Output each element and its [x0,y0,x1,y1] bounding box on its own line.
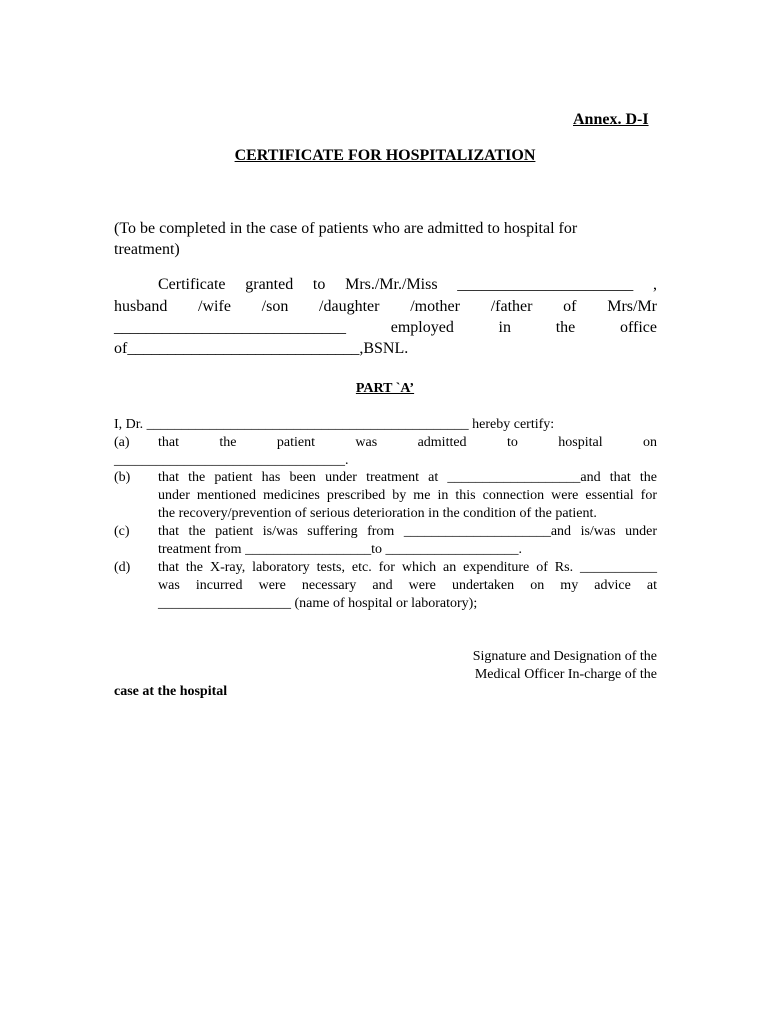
item-d-line-1: that the X-ray, laboratory tests, etc. for which an expenditure of Rs. ___________ [158,560,657,575]
item-b-line-3: the recovery/prevention of serious deterioration in the condition of the patient. [158,506,597,521]
certify-line: I, Dr. ______________________________________________ hereby certify: [114,417,555,432]
signature-line-2: Medical Officer In-charge of the [474,667,657,682]
signature-line-1: Signature and Designation of the [472,649,657,664]
item-d-label: (d) [114,560,131,575]
item-d-line-3: ___________________ (name of hospital or laboratory); [158,596,478,611]
item-a-line-2: _________________________________. [114,453,349,468]
item-a-line-1: that the patient was admitted to hospital on [158,435,657,450]
grant-line-3: _____________________________ employed in the office [114,319,657,336]
intro-line-1: (To be completed in the case of patients who are admitted to hospital for [114,220,578,237]
item-b-line-1: that the patient has been under treatment at ___________________and that the [158,470,657,485]
intro-line-2: treatment) [114,241,180,258]
item-a-label: (a) [114,435,130,450]
item-b-line-2: under mentioned medicines prescribed by me in this connection were essential for [158,488,657,503]
item-c-line-1: that the patient is/was suffering from _____________________and is/was under [158,524,657,539]
part-a-heading: PART `A’ [355,381,415,396]
item-b-label: (b) [114,470,131,485]
item-d-line-2: was incurred were necessary and were undertaken on my advice at [158,578,657,593]
annex-label: Annex. D-I [573,111,649,128]
item-c-label: (c) [114,524,130,539]
item-c-line-2: treatment from __________________to ___________________. [158,542,522,557]
grant-line-1: Certificate granted to Mrs./Mr./Miss ______________________ , [158,276,657,293]
case-at-hospital-label: case at the hospital [114,684,228,699]
grant-line-4: of_____________________________,BSNL. [114,340,409,357]
grant-line-2: husband /wife /son /daughter /mother /father of Mrs/Mr [114,298,657,315]
page-title: CERTIFICATE FOR HOSPITALIZATION [234,147,536,164]
